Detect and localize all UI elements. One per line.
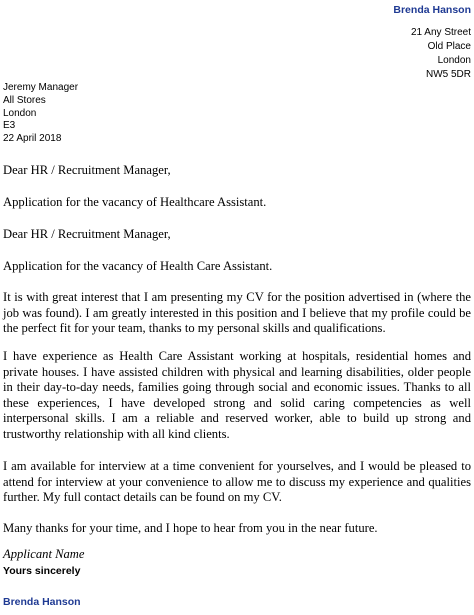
subject-line: Application for the vacancy of Healthcare Assistant. [3, 195, 267, 209]
recipient-line: Jeremy Manager [3, 82, 79, 93]
signature: Brenda Hanson [3, 596, 81, 608]
sender-address [411, 26, 471, 82]
sender-address-line: Old Place [427, 41, 471, 52]
sender-address-line: NW5 5DR [425, 69, 471, 80]
recipient-line: E3 [3, 120, 16, 132]
salutation: Dear HR / Recruitment Manager, [3, 227, 171, 241]
sender-address-line: 21 Any Street [410, 27, 471, 38]
body-paragraph: I have experience as Health Care Assistant working at hospitals, residential homes and private houses. I have assisted children with physical and learning disabilities, older people in their day-to-day needs, families going through social and economic issues. Thanks to all these experiences, I have developed strong and solid caring competencies as well interpersonal skills. I am a reliable and reserved worker, able to build up strong and trustworthy relationship with all kind clients. [3, 349, 471, 441]
recipient-line: London [3, 107, 37, 119]
recipient-address [3, 81, 78, 145]
body-paragraph: It is with great interest that I am presenting my CV for the position advertised in (where the job was found). I am greatly interested in this position and I believe that my profile could be the perfect fit for your team, thanks to my personal skills and qualifications. [3, 290, 471, 335]
sender-name: Brenda Hanson [393, 4, 471, 16]
salutation: Dear HR / Recruitment Manager, [3, 163, 171, 177]
subject-line: Application for the vacancy of Health Care Assistant. [3, 259, 273, 273]
sender-address-line: London [437, 55, 471, 66]
body-paragraph: Many thanks for your time, and I hope to hear from you in the near future. [3, 521, 378, 535]
letter-date: 22 April 2018 [3, 133, 62, 145]
applicant-name-label: Applicant Name [3, 547, 85, 561]
body-paragraph: I am available for interview at a time convenient for yourselves, and I would be pleased to attend for interview at your convenience to allow me to discuss my experience and qualities further. My full contact details can be found on my CV. [3, 459, 471, 504]
sign-off: Yours sincerely [3, 565, 81, 577]
recipient-line: All Stores [3, 94, 46, 106]
